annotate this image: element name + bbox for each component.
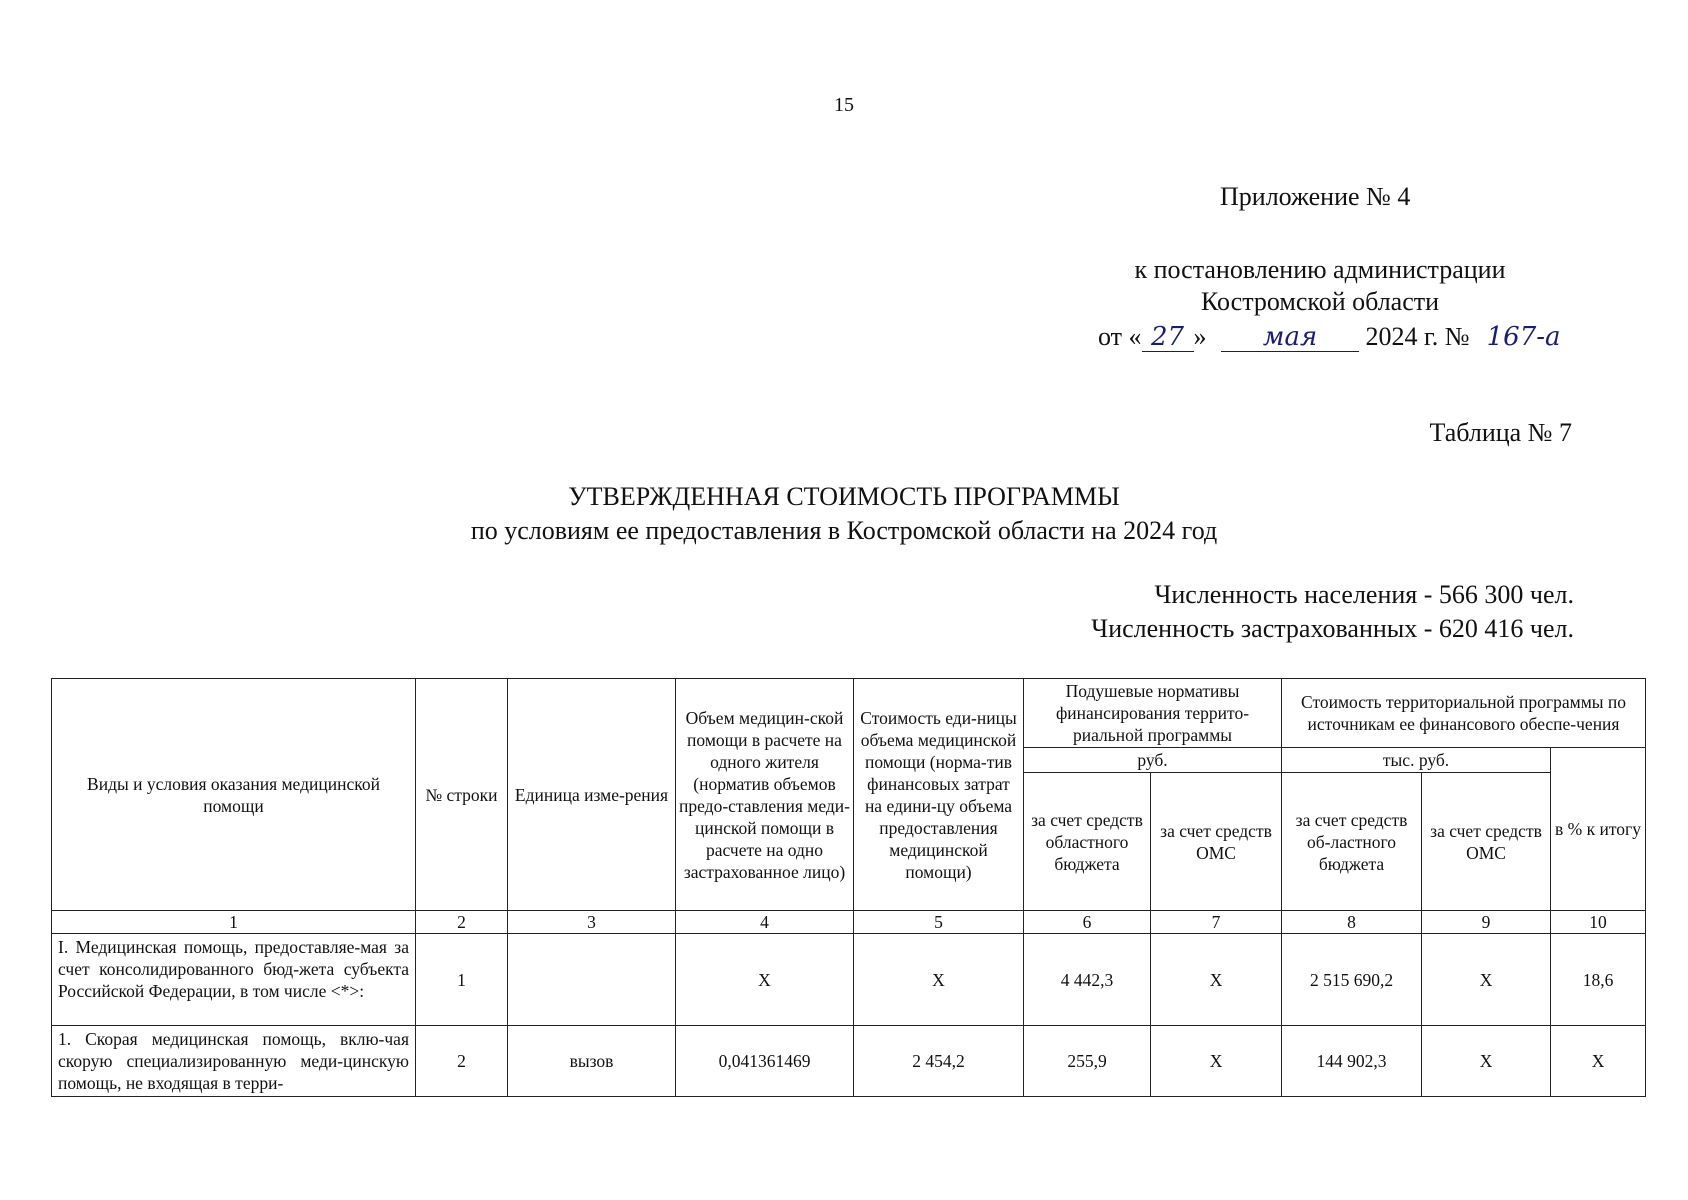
row-cost-oms: X: [1422, 934, 1551, 1026]
row-percent: X: [1551, 1026, 1646, 1097]
appendix-title: Приложение № 4: [1220, 182, 1411, 211]
row-line-number: 1: [416, 934, 508, 1026]
column-number: 9: [1422, 911, 1551, 934]
row-name: I. Медицинская помощь, предоставляе-мая за счет консолидированного бюд-жета субъекта Российской Федерации, в том числе <*>:: [52, 934, 416, 1026]
date-prefix: от «: [1098, 322, 1142, 351]
column-number: 8: [1282, 911, 1422, 934]
table-row: [52, 934, 1646, 1026]
page-number: 15: [834, 94, 854, 116]
column-number: 10: [1551, 911, 1646, 934]
row-per-capita-regional: 255,9: [1024, 1026, 1151, 1097]
population-count: Численность населения - 566 300 чел.: [1154, 580, 1574, 609]
header-per-capita-oms: за счет средств ОМС: [1151, 773, 1282, 911]
header-program-cost-group: Стоимость территориальной программы по источникам ее финансового обеспе-чения: [1282, 679, 1646, 748]
header-volume: Объем медицин-ской помощи в расчете на одного жителя (норматив объемов предо-ставления меди-цинской помощи в расчете на одно застрахованное лицо): [676, 679, 854, 911]
row-cost-regional: 2 515 690,2: [1282, 934, 1422, 1026]
header-per-capita-regional: за счет средств областного бюджета: [1024, 773, 1151, 911]
row-cost-regional: 144 902,3: [1282, 1026, 1422, 1097]
handwritten-month: мая: [1221, 323, 1359, 352]
row-line-number: 2: [416, 1026, 508, 1097]
table-row: [52, 1026, 1646, 1097]
header-unit-thousand-rub: тыс. руб.: [1282, 748, 1551, 773]
column-number: 1: [52, 911, 416, 934]
header-unit-rub: руб.: [1024, 748, 1282, 773]
column-number: 4: [676, 911, 854, 934]
row-per-capita-regional: 4 442,3: [1024, 934, 1151, 1026]
column-number: 7: [1151, 911, 1282, 934]
row-unit-cost: 2 454,2: [854, 1026, 1024, 1097]
row-name: 1. Скорая медицинская помощь, вклю-чая скорую специализированную меди-цинскую помощь, не входящая в терри-: [52, 1026, 416, 1097]
insured-count: Численность застрахованных - 620 416 чел.: [1091, 614, 1574, 643]
row-percent: 18,6: [1551, 934, 1646, 1026]
row-cost-oms: X: [1422, 1026, 1551, 1097]
header-per-capita-group: Подушевые нормативы финансирования террито-риальной программы: [1024, 679, 1282, 748]
header-cost-oms: за счет средств ОМС: [1422, 773, 1551, 911]
header-percent: в % к итогу: [1551, 748, 1646, 911]
date-mid: »: [1193, 322, 1207, 351]
column-number: 3: [508, 911, 676, 934]
document-title: [0, 480, 1688, 548]
appendix-line-1: к постановлению администрации: [1134, 255, 1506, 284]
population-info: [1091, 578, 1574, 646]
row-volume: 0,041361469: [676, 1026, 854, 1097]
row-unit: вызов: [508, 1026, 676, 1097]
row-volume: X: [676, 934, 854, 1026]
header-unit-cost: Стоимость еди-ницы объема медицинской помощи (норма-тив финансовых затрат на едини-цу объема предоставления медицинской помощи): [854, 679, 1024, 911]
header-line-number: № строки: [416, 679, 508, 911]
handwritten-day: 27: [1142, 323, 1194, 352]
table-label: Таблица № 7: [1429, 418, 1572, 447]
appendix-date-line: [1098, 322, 1576, 352]
row-per-capita-oms: X: [1151, 1026, 1282, 1097]
cost-table: [51, 678, 1646, 1097]
appendix-line-2: Костромской области: [1200, 287, 1440, 316]
title-line-2: по условиям ее предоставления в Костромской области на 2024 год: [470, 516, 1218, 545]
title-line-1: УТВЕРЖДЕННАЯ СТОИМОСТЬ ПРОГРАММЫ: [568, 482, 1120, 511]
header-unit: Единица изме-рения: [508, 679, 676, 911]
row-unit-cost: X: [854, 934, 1024, 1026]
column-number: 6: [1024, 911, 1151, 934]
header-cost-regional: за счет средств об-ластного бюджета: [1282, 773, 1422, 911]
appendix-reference: [1040, 254, 1600, 318]
row-unit: [508, 934, 676, 1026]
column-number: 2: [416, 911, 508, 934]
handwritten-number: 167-а: [1486, 322, 1561, 352]
row-per-capita-oms: X: [1151, 934, 1282, 1026]
header-kinds-conditions: Виды и условия оказания медицинской помощи: [52, 679, 416, 911]
column-number: 5: [854, 911, 1024, 934]
date-year: 2024 г. №: [1365, 322, 1470, 351]
